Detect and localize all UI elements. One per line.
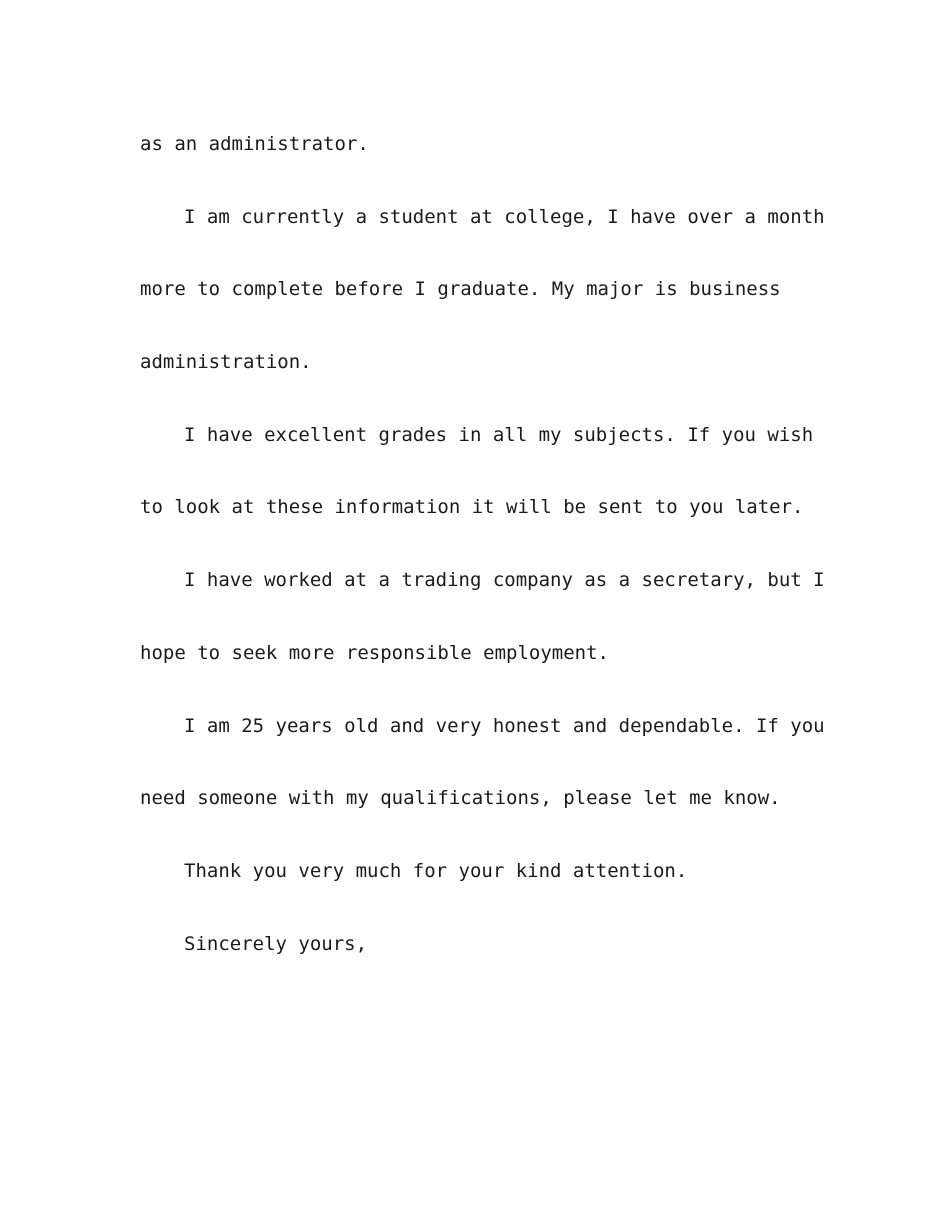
text-line: to look at these information it will be sent to you later.: [140, 496, 804, 519]
text-line: administration.: [140, 351, 312, 374]
text-line: need someone with my qualifications, please let me know.: [140, 787, 781, 810]
text-line: as an administrator.: [140, 133, 369, 155]
text-line: I am currently a student at college, I have over a month: [184, 205, 825, 228]
letter-body: [140, 108, 825, 980]
text-line: I am 25 years old and very honest and dependable. If you: [184, 714, 825, 737]
closing-line: Thank you very much for your kind attention.: [184, 859, 688, 882]
text-line: I have worked at a trading company as a secretary, but I: [184, 569, 825, 592]
text-line: I have excellent grades in all my subjects. If you wish: [184, 423, 814, 446]
text-line: hope to seek more responsible employment.: [140, 641, 609, 664]
text-line: more to complete before I graduate. My major is business: [140, 278, 781, 301]
signoff-line: Sincerely yours,: [184, 932, 368, 955]
